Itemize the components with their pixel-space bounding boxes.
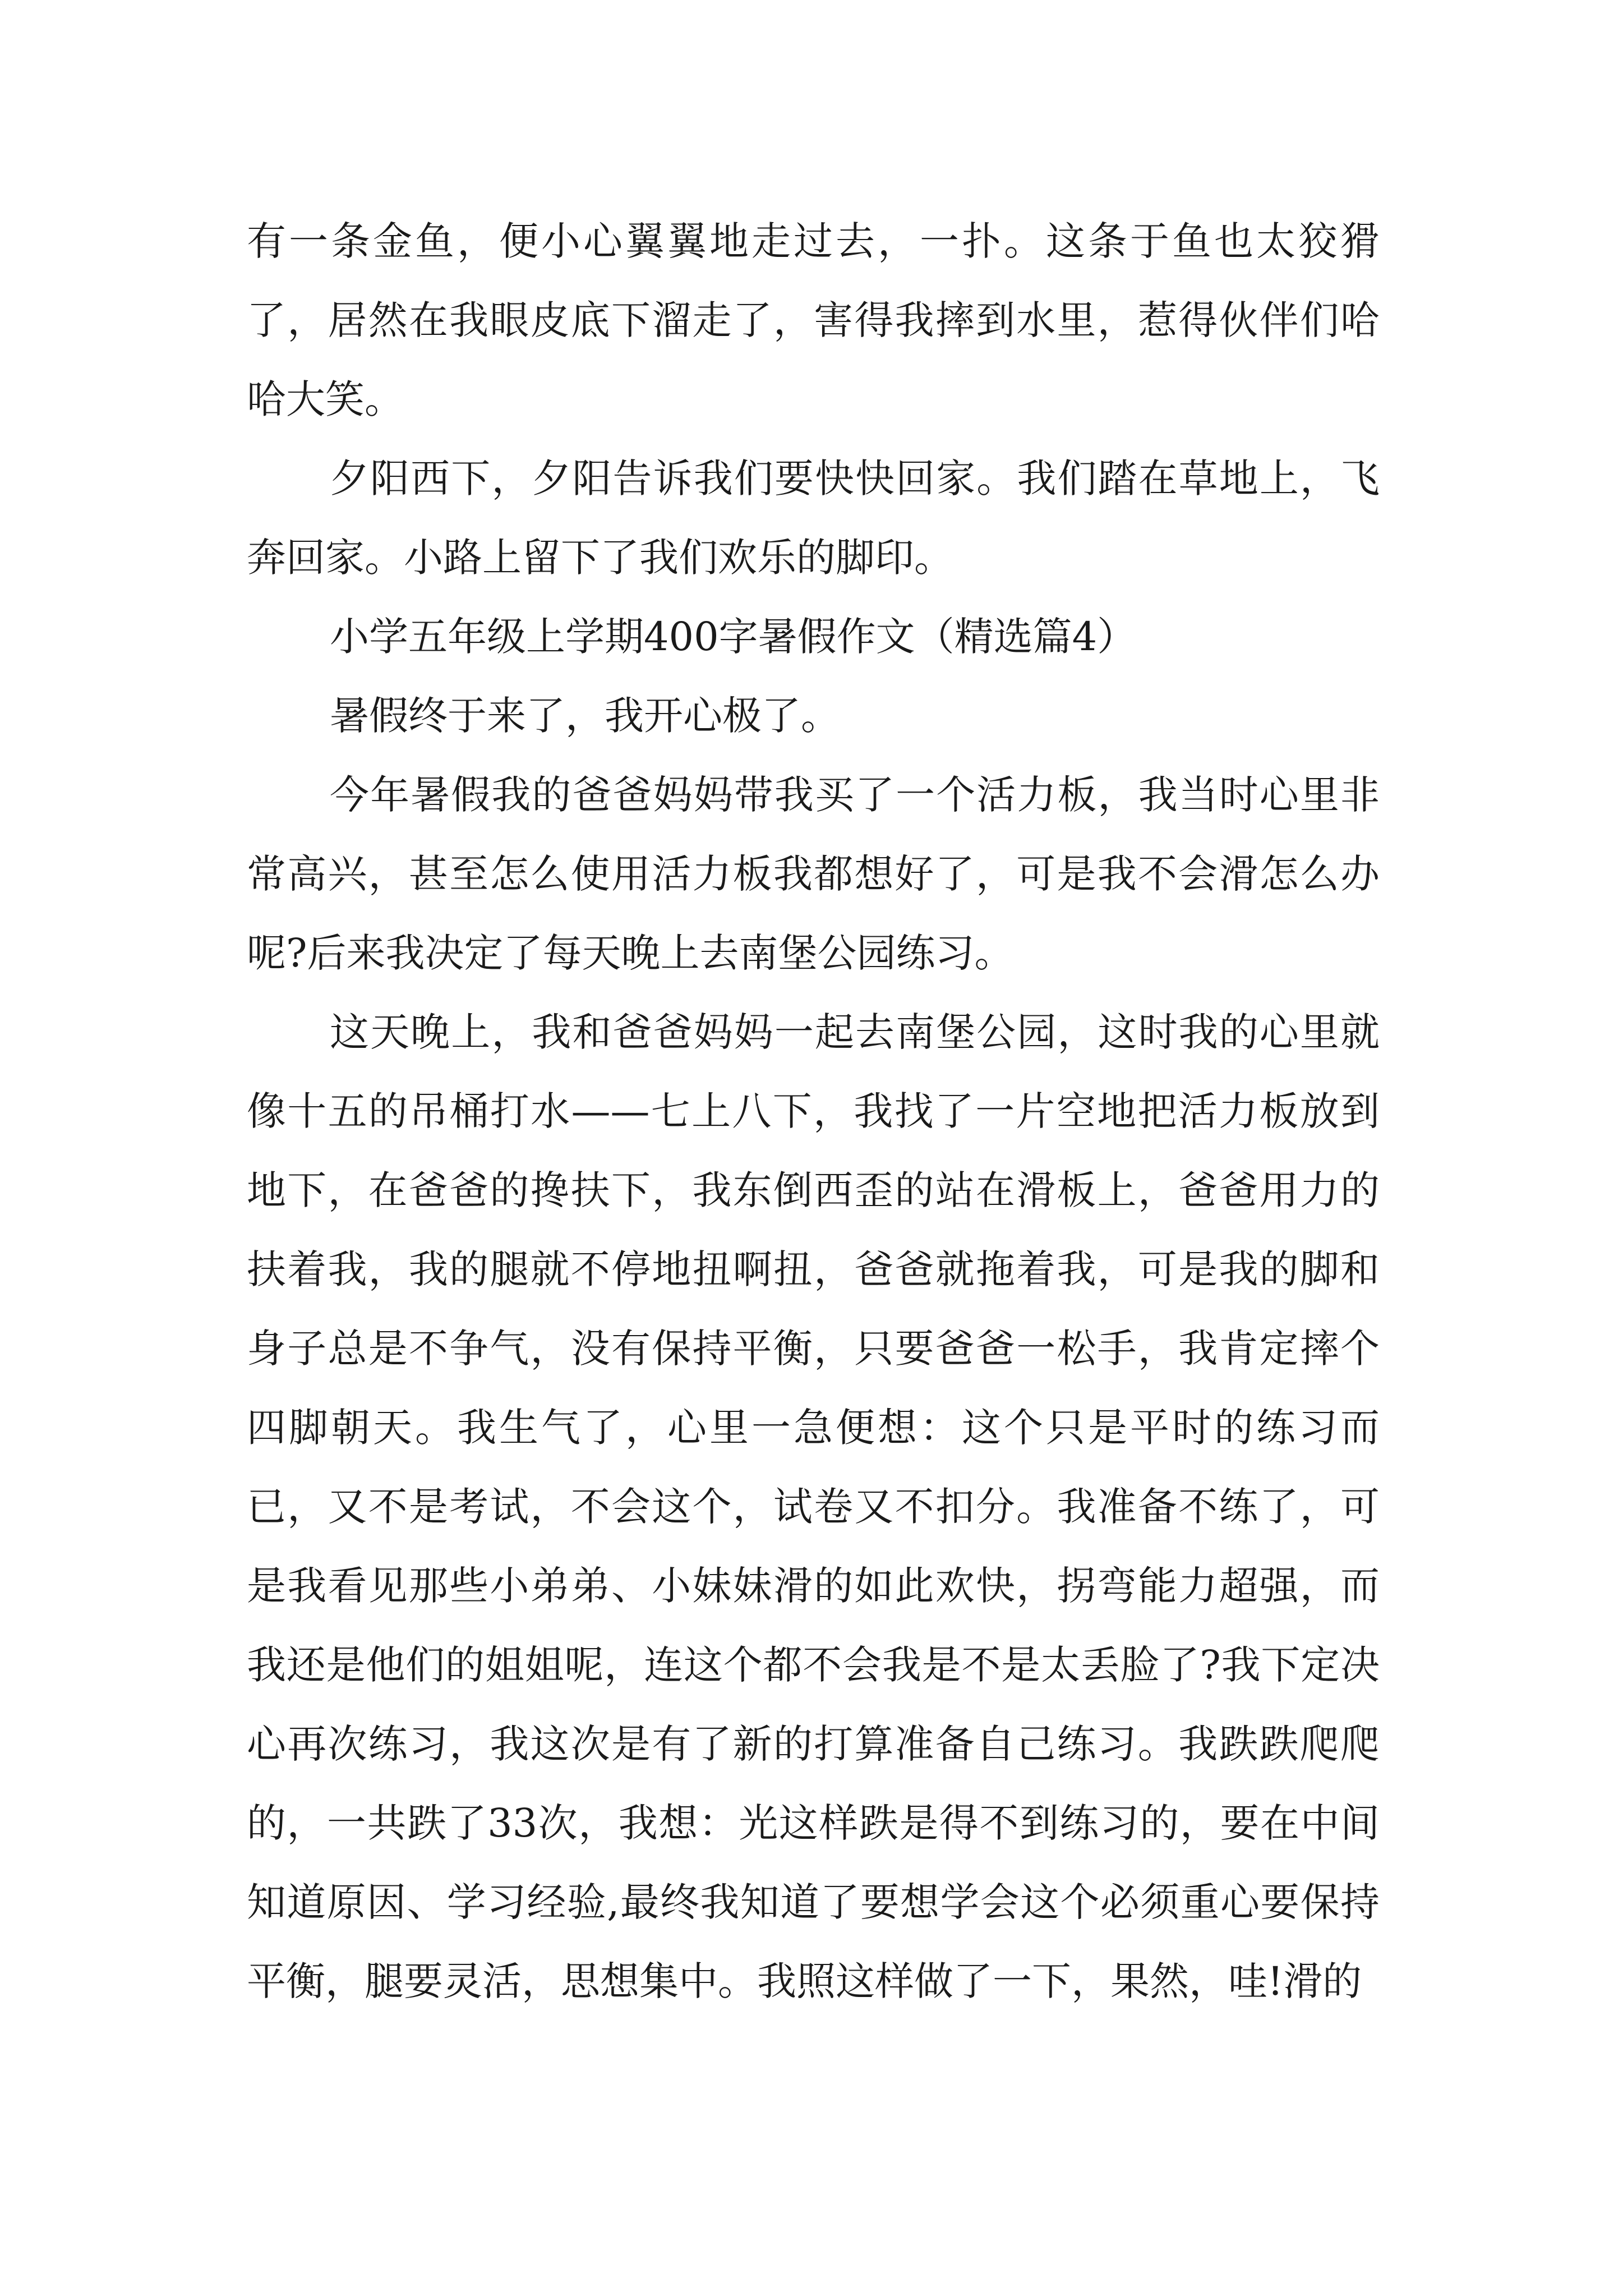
paragraph-2: 夕阳西下，夕阳告诉我们要快快回家。我们踏在草地上，飞奔回家。小路上留下了我们欢乐的脚印。: [247, 455, 1380, 581]
paragraph-4: 今年暑假我的爸爸妈妈带我买了一个活力板，我当时心里非常高兴，甚至怎么使用活力板我都想好了，可是我不会滑怎么办呢?后来我决定了每天晚上去南堡公园练习。: [247, 772, 1380, 976]
paragraph-5: 这天晚上，我和爸爸妈妈一起去南堡公园，这时我的心里就像十五的吊桶打水——七上八下，我找了一片空地把活力板放到地下，在爸爸的搀扶下，我东倒西歪的站在滑板上，爸爸用力的扶着我，我的腿就不停地扭啊扭，爸爸就拖着我，可是我的脚和身子总是不争气，没有保持平衡，只要爸爸一松手，我肯定摔个四脚朝天。我生气了，心里一急便想：这个只是平时的练习而已，又不是考试，不会这个，试卷又不扣分。我准备不练了，可是我看见那些小弟弟、小妹妹滑的如此欢快，拐弯能力超强，而我还是他们的姐姐呢，连这个都不会我是不是太丢脸了?我下定决心再次练习，我这次是有了新的打算准备自己练习。我跌跌爬爬的，一共跌了33次，我想：光这样跌是得不到练习的，要在中间知道原因、学习经验,最终我知道了要想学会这个必须重心要保持平衡，腿要灵活，思想集中。我照这样做了一下，果然，哇!滑的: [247, 1009, 1380, 2004]
document-body: [247, 202, 1380, 2021]
paragraph-3: 暑假终于来了，我开心极了。: [330, 693, 840, 739]
paragraph-1: 有一条金鱼，便小心翼翼地走过去，一扑。这条于鱼也太狡猾了，居然在我眼皮底下溜走了，害得我摔到水里，惹得伙伴们哈哈大笑。: [247, 218, 1380, 422]
essay-heading: 小学五年级上学期400字暑假作文（精选篇4）: [330, 614, 1137, 660]
